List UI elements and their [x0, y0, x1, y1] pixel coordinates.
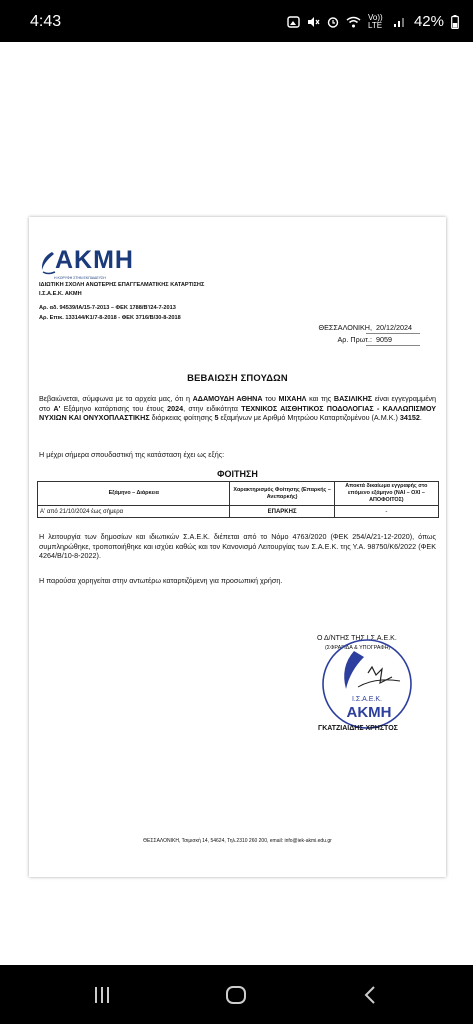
student-name: ΑΔΑΜΟΥΔΗ ΑΘΗΝΑ [192, 394, 263, 403]
clock: 4:43 [30, 13, 62, 30]
mute-icon [307, 16, 320, 28]
usage-paragraph: Η παρούσα χορηγείται στην αντωτέρω καταρτιζόμενη για προσωπική χρήση. [39, 576, 283, 585]
gallery-icon [287, 16, 300, 28]
status-cell: ΕΠΑΡΚΗΣ [230, 506, 334, 518]
signal-icon [393, 16, 407, 28]
protocol-label: Αρ. Πρωτ.: [337, 335, 372, 344]
stamp-signature-caption: (ΣΦΡΑΓΙΔΑ & ΥΠΟΓΡΑΦΗ) [325, 645, 391, 651]
protocol-row [297, 335, 392, 344]
logo-tagline: Η ΚΟΡΥΦΗ ΣΤΗΝ ΕΚΠΑΙΔΕΥΣΗ [54, 276, 106, 280]
alarm-icon [327, 16, 339, 28]
attendance-heading: ΦΟΙΤΗΣΗ [217, 469, 258, 479]
certification-paragraph: Βεβαιώνεται, σύμφωνα με τα αρχεία μας, ότι η ΑΔΑΜΟΥΔΗ ΑΘΗΝΑ του ΜΙΧΑΗΛ και της ΒΑΣΙΛΙΚΗΣ είναι εγγεγραμμένη στο Α' Εξάμηνο κατάρτισης του έτους 2024, στην ειδικότητα ΤΕΧΝΙΚΟΣ ΑΙΣΘΗΤΙΚΟΣ ΠΟΔΟΛΟΓΙΑΣ - ΚΑΛΛΩΠΙΣΜΟΥ ΝΥΧΙΩΝ ΚΑΙ ΟΝΥΧΟΠΛΑΣΤΙΚΗΣ διάρκειας φοίτησης 5 εξαμήνων με Αριθμό Μητρώου Καταρτιζομένου (Α.Μ.Κ.) 34152. [39, 394, 437, 423]
status-icons [287, 13, 459, 30]
home-icon [225, 985, 247, 1005]
column-header: Αποκτά δικαίωμα εγγραφής στο επόμενο εξάμηνο (ΝΑΙ – ΟΧΙ – ΑΠΟΦΟΙΤΟΣ) [334, 482, 438, 506]
next-semester-cell: - [334, 506, 438, 518]
recent-apps-button[interactable] [82, 980, 122, 1010]
mother-name: ΒΑΣΙΛΙΚΗΣ [333, 394, 373, 403]
column-header: Χαρακτηρισμός Φοίτησης (Επαρκής – Ανεπαρκής) [230, 482, 334, 506]
stamp-title: ΑΚΜΗ [346, 704, 392, 721]
school-stamp [320, 637, 414, 731]
document-date: 20/12/2024 [376, 323, 412, 332]
father-name: ΜΙΧΑΗΛ [278, 394, 307, 403]
specialty: ΤΕΧΝΙΚΟΣ ΑΙΣΘΗΤΙΚΟΣ ΠΟΔΟΛΟΓΙΑΣ - ΚΑΛΛΩΠΙΣΜΟΥ ΝΥΧΙΩΝ ΚΑΙ ΟΝΥΧΟΠΛΑΣΤΙΚΗΣ [39, 403, 437, 423]
document-page [29, 217, 446, 877]
protocol-underline [366, 345, 420, 346]
place-label: ΘΕΣΣΑΛΟΝΙΚΗ, [318, 323, 372, 332]
back-button[interactable] [350, 980, 390, 1010]
duration: 5 [214, 413, 219, 423]
recent-apps-icon [93, 986, 111, 1004]
document-viewer[interactable] [0, 42, 473, 965]
logo-name: ΑΚΜΗ [55, 246, 134, 274]
date-underline [366, 333, 420, 334]
year: 2024 [167, 403, 184, 413]
protocol-number: 9059 [376, 335, 392, 344]
certification-line: Αρ. Επικ. 133144/Κ1/7-8-2018 - ΦΕΚ 3716/Β/30-8-2018 [39, 315, 181, 321]
document-title: ΒΕΒΑΙΩΣΗ ΣΠΟΥΔΩΝ [187, 372, 288, 383]
akmi-logo [38, 246, 158, 280]
status-intro: Η μέχρι σήμερα σπουδαστική της κατάσταση έχει ως εξής: [39, 450, 225, 459]
network-label: Vo)) LTE [367, 12, 383, 30]
date-row [297, 323, 412, 332]
table-row [38, 506, 439, 518]
footer-contact: ΘΕΣΣΑΛΟΝΙΚΗ, Τσιμισκή 14, 54624, Τηλ.2310 260 200, email: info@iek-akmi.edu.gr [143, 838, 332, 844]
attendance-table [37, 481, 439, 518]
home-button[interactable] [216, 980, 256, 1010]
navigation-bar [0, 965, 473, 1024]
back-icon [363, 985, 377, 1005]
wifi-icon [346, 16, 361, 28]
semester: Α' [53, 403, 61, 413]
legal-paragraph: Η λειτουργία των δημοσίων και ιδιωτικών Σ.Α.Ε.Κ. διέπεται από το Νόμο 4763/2020 (ΦΕΚ 254/Α/21-12-2020), όπως συμπληρώθηκε, τροποποιήθηκε και ισχύει καθώς και τον Κανονισμό Λειτουργίας των Σ.Α.Ε.Κ. της Υ.Α. 98750/Κ6/2022 (ΦΕΚ 4264/Β/10-8-2022). [39, 532, 436, 561]
battery-icon [451, 15, 459, 29]
school-type: ΙΔΙΩΤΙΚΗ ΣΧΟΛΗ ΑΝΩΤΕΡΗΣ ΕΠΑΓΓΕΛΜΑΤΙΚΗΣ ΚΑΤΑΡΤΙΣΗΣ [39, 282, 205, 288]
school-name: Ι.Σ.Α.Ε.Κ. ΑΚΜΗ [39, 291, 82, 297]
director-title: Ο Δ/ΝΤΗΣ ΤΗΣ Ι.Σ.Α.Ε.Κ. [317, 635, 397, 642]
column-header: Εξάμηνο – Διάρκεια [38, 482, 230, 506]
status-bar [0, 0, 473, 42]
amk-number: 34152 [399, 413, 420, 423]
director-name: ΓΚΑΤΖΙΑΙΔΗΣ ΧΡΗΣΤΟΣ [318, 725, 398, 732]
license-line: Αρ. αδ. 94539/ΙΑ/15-7-2013 – ΦΕΚ 1788/Β'/24-7-2013 [39, 305, 176, 311]
period-cell: Α' από 21/10/2024 έως σήμερα [38, 506, 230, 518]
stamp-subtitle: Ι.Σ.Α.Ε.Κ. [351, 696, 383, 703]
table-header-row [38, 482, 439, 506]
battery-percent: 42% [413, 13, 444, 30]
